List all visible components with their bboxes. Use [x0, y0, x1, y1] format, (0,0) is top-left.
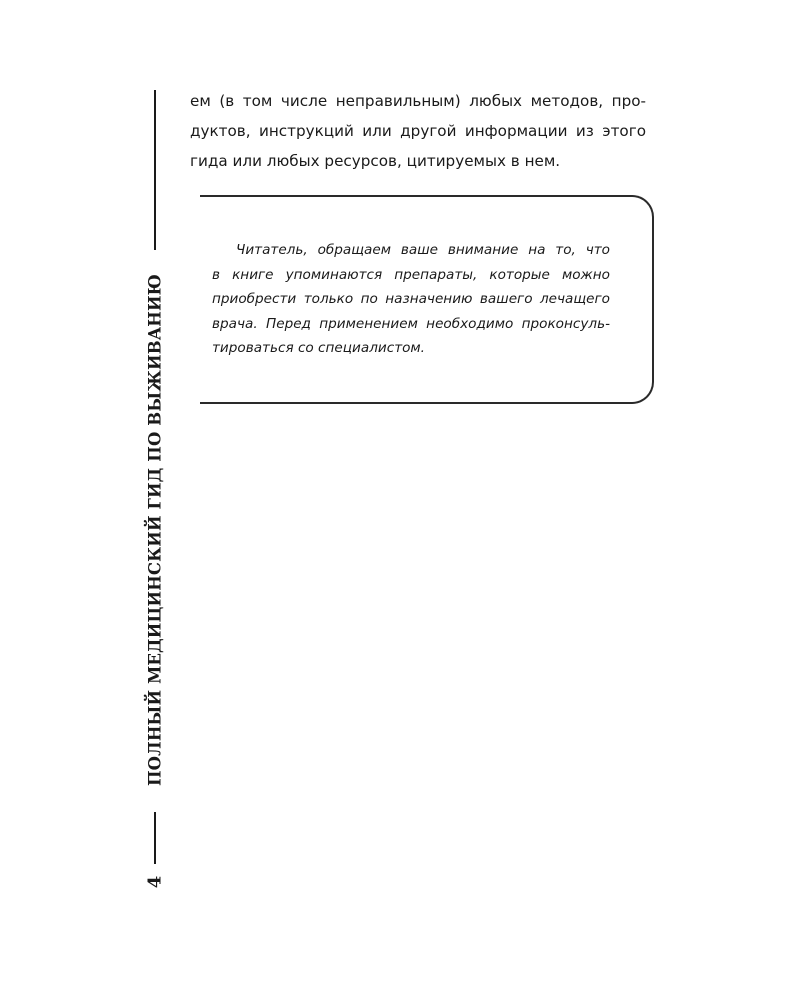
notice-paragraph [212, 238, 610, 361]
running-head-rule-top [154, 90, 156, 250]
body-line: гида или любых ресурсов, цитируемых в нем. [190, 152, 561, 170]
page-number: 4 [144, 875, 166, 889]
body-paragraph [190, 86, 646, 176]
body-line: дуктов, инструкций или другой информации из этого [190, 122, 646, 140]
notice-line: тироваться со специалистом. [212, 340, 426, 356]
notice-line: приобрести только по назначению вашего лечащего [212, 291, 610, 307]
notice-line: врача. Перед применением необходимо проконсуль- [212, 315, 610, 332]
running-head-rule-bottom [154, 812, 156, 864]
notice-line: Читатель, обращаем ваше внимание на то, что [236, 242, 610, 258]
body-line: ем (в том числе неправильным) любых методов, про- [190, 92, 646, 110]
running-head-title: ПОЛНЫЙ МЕДИЦИНСКИЙ ГИД ПО ВЫЖИВАНИЮ [145, 274, 165, 786]
notice-line: в книге упоминаются препараты, которые можно [212, 266, 610, 283]
